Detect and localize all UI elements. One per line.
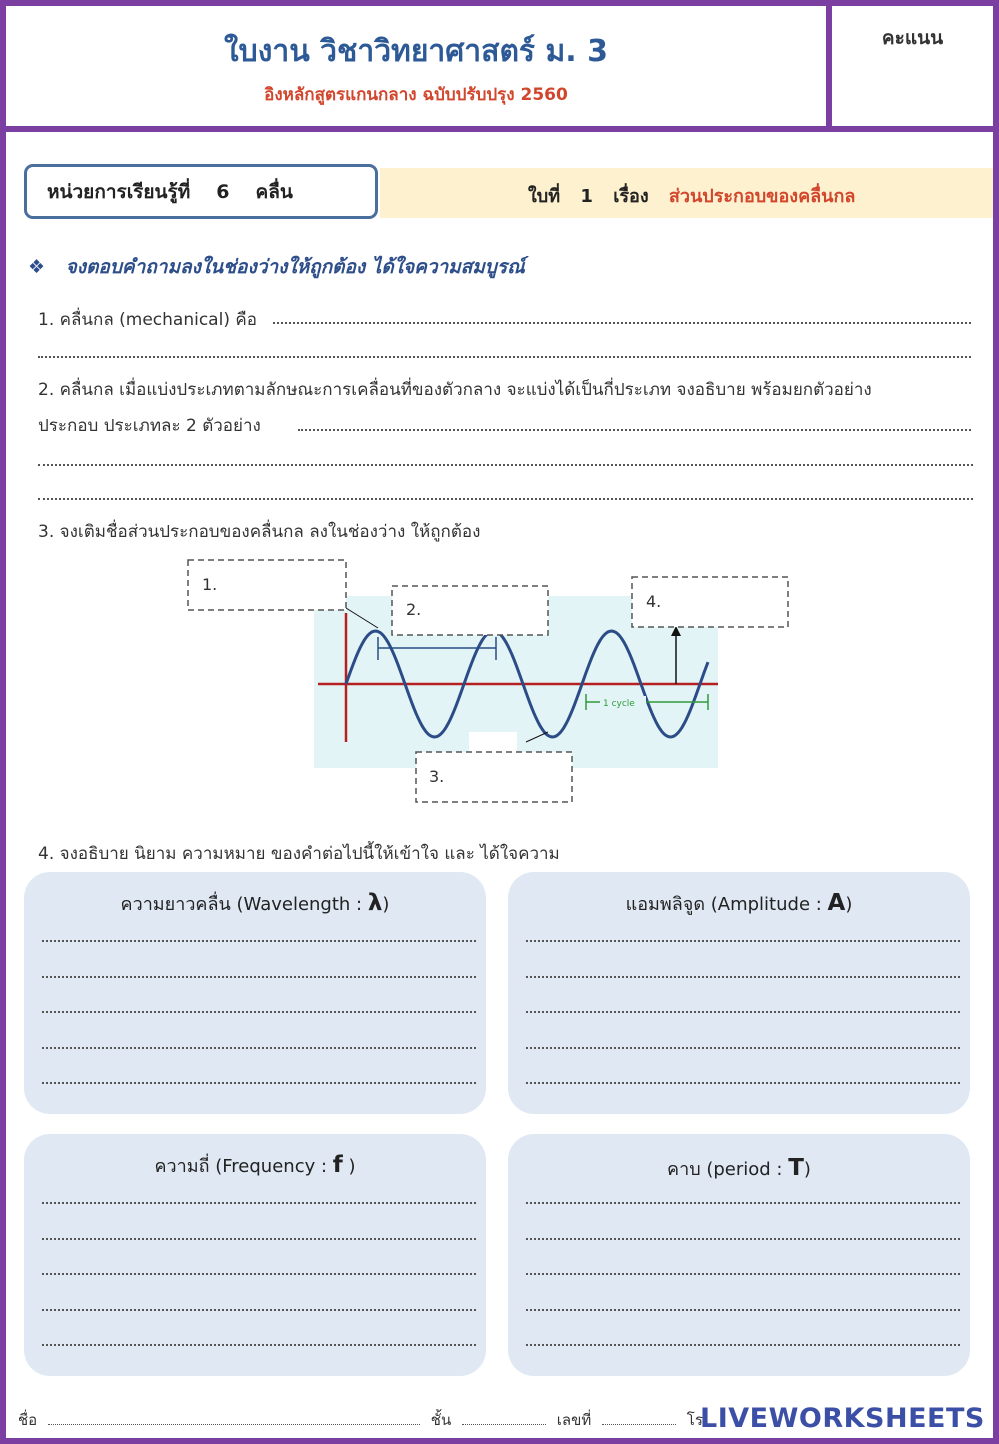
answer-line-q1-b[interactable] bbox=[38, 356, 971, 358]
answer-line-q1-a[interactable] bbox=[273, 322, 971, 324]
label-box-2-text: 2. bbox=[406, 600, 422, 619]
answer-line-wavelength-5[interactable] bbox=[42, 1082, 476, 1084]
answer-line-q2-a[interactable] bbox=[298, 429, 971, 431]
definition-term-amplitude: แอมพลิจูด (Amplitude : bbox=[625, 894, 828, 915]
class-label: ชั้น bbox=[430, 1411, 452, 1429]
name-label: ชื่อ bbox=[18, 1411, 38, 1429]
answer-line-amplitude-2[interactable] bbox=[526, 976, 960, 978]
definition-title-amplitude bbox=[508, 889, 970, 918]
definition-term-wavelength: ความยาวคลื่น (Wavelength : bbox=[120, 894, 368, 915]
answer-line-frequency-4[interactable] bbox=[42, 1309, 476, 1311]
sheet-topic: ส่วนประกอบของคลื่นกล bbox=[668, 186, 856, 207]
sheet-number: 1 bbox=[580, 186, 593, 207]
unit-name: คลื่น bbox=[255, 180, 293, 203]
worksheet-title: ใบงาน วิชาวิทยาศาสตร์ ม. 3 bbox=[224, 34, 608, 69]
answer-line-q2-c[interactable] bbox=[38, 498, 973, 500]
worksheet-header bbox=[6, 6, 993, 132]
class-field[interactable] bbox=[462, 1424, 546, 1425]
answer-line-wavelength-4[interactable] bbox=[42, 1047, 476, 1049]
label-box-1-text: 1. bbox=[202, 575, 218, 594]
diamond-bullet-icon: ❖ bbox=[28, 256, 46, 278]
period-symbol: T bbox=[788, 1155, 804, 1181]
definition-title-frequency bbox=[24, 1151, 486, 1180]
number-field[interactable] bbox=[602, 1424, 676, 1425]
answer-line-wavelength-1[interactable] bbox=[42, 940, 476, 942]
question-1: 1. คลื่นกล (mechanical) คือ bbox=[38, 310, 257, 330]
amplitude-symbol: A bbox=[827, 890, 846, 916]
worksheet-subtitle: อิงหลักสูตรแกนกลาง ฉบับปรับปรุง 2560 bbox=[264, 85, 568, 105]
unit-label: หน่วยการเรียนรู้ที่ bbox=[47, 180, 191, 203]
answer-line-period-1[interactable] bbox=[526, 1202, 960, 1204]
definition-box-period bbox=[508, 1134, 970, 1376]
definition-box-frequency bbox=[24, 1134, 486, 1376]
student-info-footer bbox=[18, 1408, 703, 1432]
answer-line-period-2[interactable] bbox=[526, 1238, 960, 1240]
wavelength-symbol: λ bbox=[367, 890, 383, 916]
definition-term-period: คาบ (period : bbox=[667, 1159, 789, 1180]
definition-close-period: ) bbox=[803, 1159, 811, 1180]
question-4: 4. จงอธิบาย นิยาม ความหมาย ของคำต่อไปนี้ให้เข้าใจ และ ได้ใจความ bbox=[38, 844, 560, 864]
topic-label: เรื่อง bbox=[613, 186, 649, 207]
definition-close-amplitude: ) bbox=[845, 894, 853, 915]
number-label: เลขที่ bbox=[556, 1411, 592, 1429]
label-box-3-text: 3. bbox=[429, 767, 445, 786]
answer-line-frequency-5[interactable] bbox=[42, 1344, 476, 1346]
answer-line-amplitude-5[interactable] bbox=[526, 1082, 960, 1084]
answer-line-frequency-2[interactable] bbox=[42, 1238, 476, 1240]
answer-line-period-3[interactable] bbox=[526, 1273, 960, 1275]
answer-line-wavelength-2[interactable] bbox=[42, 976, 476, 978]
instruction bbox=[28, 252, 525, 282]
question-3: 3. จงเติมชื่อส่วนประกอบของคลื่นกล ลงในช่องว่าง ให้ถูกต้อง bbox=[38, 522, 481, 542]
name-field[interactable] bbox=[48, 1424, 420, 1425]
frequency-symbol: f bbox=[332, 1152, 343, 1178]
answer-line-amplitude-4[interactable] bbox=[526, 1047, 960, 1049]
sheet-info bbox=[528, 181, 855, 210]
question-2-line-1: 2. คลื่นกล เมื่อแบ่งประเภทตามลักษณะการเคลื่อนที่ของตัวกลาง จะแบ่งได้เป็นกี่ประเภท จงอธิบาย พร้อมยกตัวอย่าง bbox=[38, 380, 872, 400]
instruction-text: จงตอบคำถามลงในช่องว่างให้ถูกต้อง ได้ใจความสมบูรณ์ bbox=[65, 256, 525, 278]
answer-line-period-4[interactable] bbox=[526, 1309, 960, 1311]
definition-close-frequency: ) bbox=[342, 1156, 356, 1177]
definition-box-amplitude bbox=[508, 872, 970, 1114]
wave-diagram bbox=[180, 556, 800, 808]
school-label: โร bbox=[686, 1411, 703, 1429]
liveworksheets-logo: LIVEWORKSHEETS bbox=[700, 1403, 985, 1434]
question-2-line-2: ประกอบ ประเภทละ 2 ตัวอย่าง bbox=[38, 416, 261, 436]
definition-title-period bbox=[508, 1154, 970, 1183]
definition-box-wavelength bbox=[24, 872, 486, 1114]
cycle-label: 1 cycle bbox=[603, 699, 635, 709]
answer-line-q2-b[interactable] bbox=[38, 464, 973, 466]
wave-diagram-svg bbox=[180, 556, 800, 808]
score-box[interactable] bbox=[826, 6, 993, 126]
sheet-label: ใบที่ bbox=[528, 186, 561, 207]
answer-line-amplitude-3[interactable] bbox=[526, 1011, 960, 1013]
answer-line-period-5[interactable] bbox=[526, 1344, 960, 1346]
unit-box bbox=[24, 164, 378, 219]
score-label: คะแนน bbox=[881, 27, 944, 49]
definition-close-wavelength: ) bbox=[382, 894, 390, 915]
unit-number: 6 bbox=[216, 180, 230, 203]
definition-term-frequency: ความถี่ (Frequency : bbox=[154, 1156, 333, 1177]
label-box-4-text: 4. bbox=[646, 592, 662, 611]
answer-line-frequency-3[interactable] bbox=[42, 1273, 476, 1275]
definition-title-wavelength bbox=[24, 889, 486, 918]
answer-line-amplitude-1[interactable] bbox=[526, 940, 960, 942]
answer-line-frequency-1[interactable] bbox=[42, 1202, 476, 1204]
answer-line-wavelength-3[interactable] bbox=[42, 1011, 476, 1013]
